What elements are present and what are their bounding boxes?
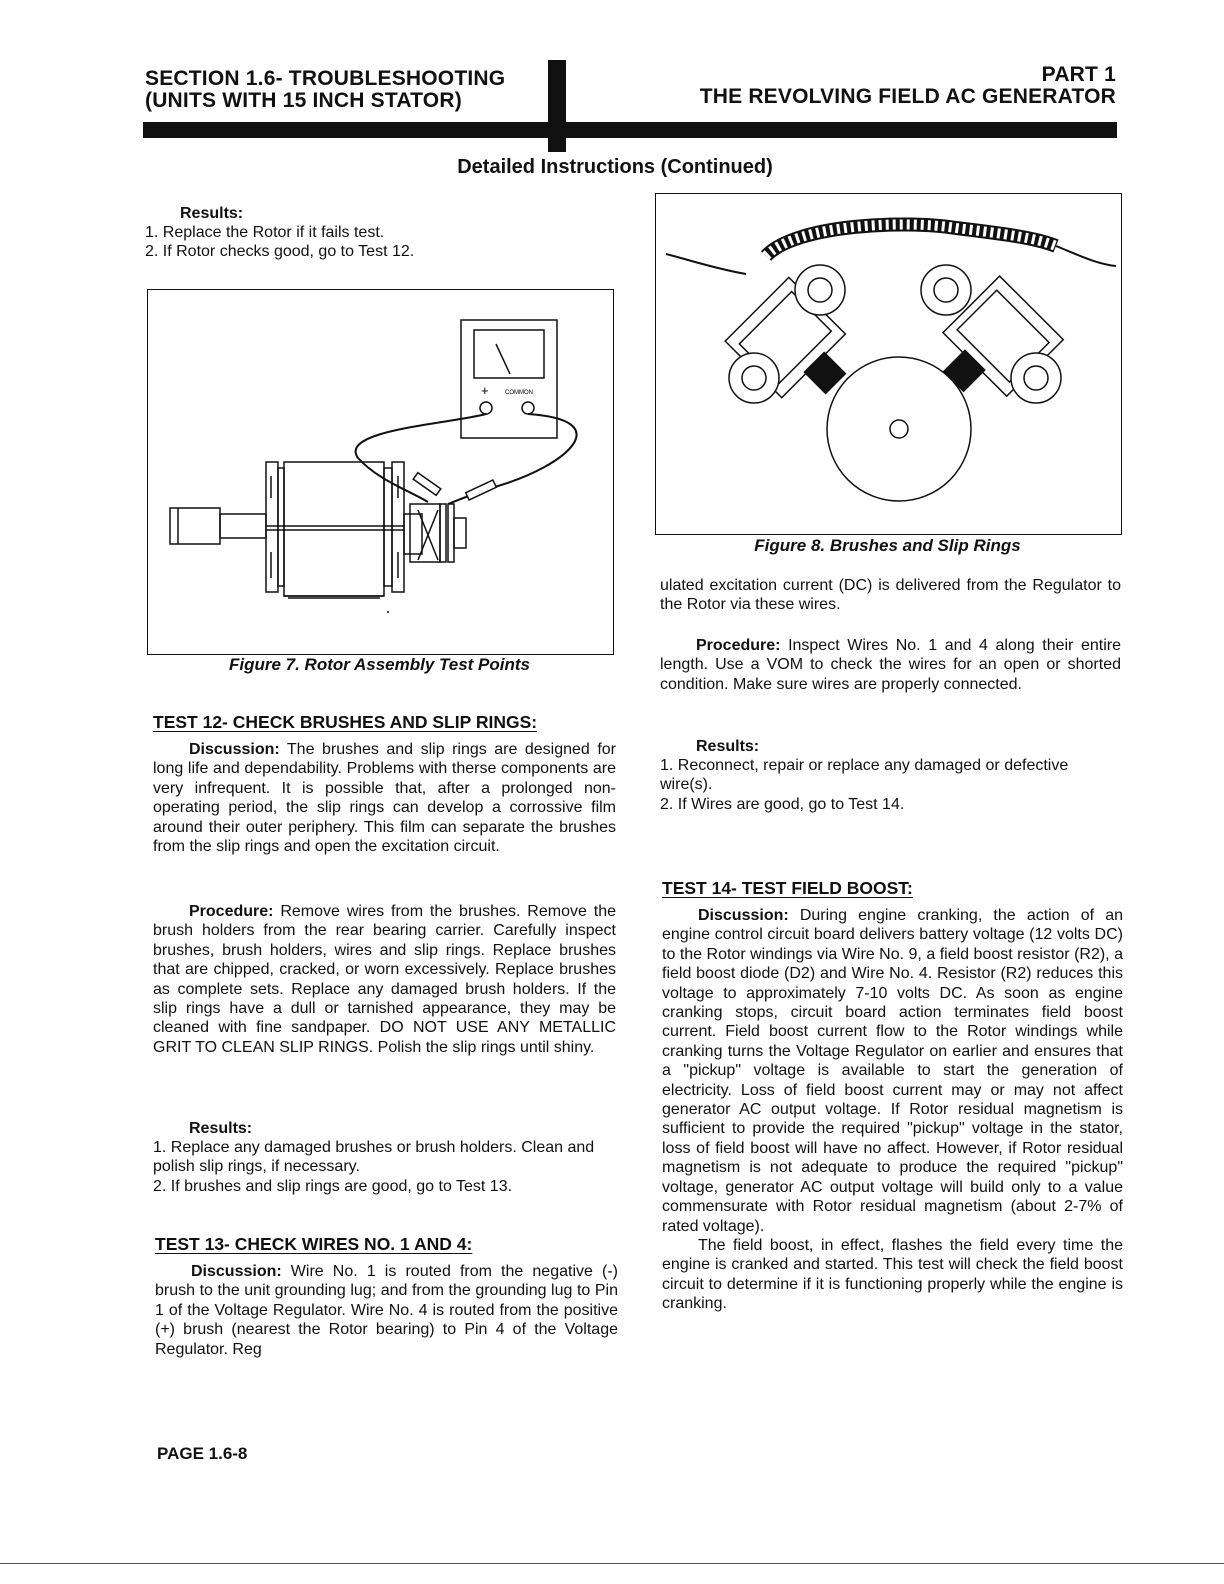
discussion-text: The brushes and slip rings are designed for long life and dependability. Problems with therse components are very infrequent. It is possible that, after a prolonged non-operating period, the slip rings can develop a corrossive film around their outer periphery. This film can separate the brushes from the slip rings and open the excitation circuit.	[153, 741, 616, 856]
rotor-assembly-diagram	[148, 290, 613, 654]
test-13-continued-text: ulated excitation current (DC) is delivered from the Regulator to the Rotor via these wires.	[660, 577, 1121, 614]
test-14-heading: TEST 14- TEST FIELD BOOST:	[662, 878, 913, 898]
test-12-discussion	[153, 740, 616, 856]
figure-7-caption: Figure 7. Rotor Assembly Test Points	[228, 655, 531, 674]
meter-common-label: COMMON	[505, 390, 533, 396]
meter-plus-label: +	[481, 383, 489, 398]
slip-rings	[404, 504, 466, 562]
test-14-paragraph-2: The field boost, in effect, flashes the field every time the engine is cranked and started. This test will check the field boost circuit to determine if it is functioning properly while the engine is cranking.	[662, 1236, 1123, 1313]
header-rule	[143, 122, 1117, 138]
wire-end-right	[1056, 246, 1116, 266]
results-label: Results:	[180, 205, 244, 222]
figure-8-caption: Figure 8. Brushes and Slip Rings	[754, 536, 1021, 555]
results-block-1	[145, 205, 615, 262]
footer-rule	[0, 1563, 1224, 1564]
probe-2	[466, 480, 497, 500]
results-item-1: 1. Replace any damaged brushes or brush holders. Clean and polish slip rings, if necessary.	[153, 1139, 595, 1176]
shaft-hole	[890, 420, 908, 438]
voltmeter-icon	[461, 320, 557, 438]
figure-7-box	[147, 289, 614, 655]
brushes-slip-rings-diagram	[656, 194, 1121, 534]
diagram-dot	[387, 611, 389, 613]
procedure-text: Remove wires from the brushes. Remove the brush holders from the rear bearing carrier. Carefully inspect brushes, brush holders, wires and slip rings. Replace brushes that are chipped, cracked, or worn excessively. Replace brushes as complete sets. Replace any damaged brush holders. If the slip rings have a dull or tarnished appearance, they may be cleaned with fine sandpaper. DO NOT USE ANY METALLIC GRIT TO CLEAN SLIP RINGS. Polish the slip rings until shiny.	[153, 903, 616, 1056]
probe-1	[413, 473, 441, 496]
test-13-results	[660, 738, 1121, 814]
results-item-1: 1. Replace the Rotor if it fails test.	[145, 224, 385, 241]
test-13-procedure	[660, 636, 1121, 694]
test-13-continued	[660, 576, 1121, 615]
figure-8-box	[655, 193, 1122, 535]
test-12-procedure	[153, 902, 616, 1057]
rotor-shaft	[170, 508, 266, 544]
header-divider-vertical	[548, 60, 566, 152]
discussion-label: Discussion:	[189, 741, 280, 758]
procedure-label: Procedure:	[696, 637, 781, 654]
part-title-line2: THE REVOLVING FIELD AC GENERATOR	[699, 85, 1116, 108]
results-item-1: 1. Reconnect, repair or replace any damaged or defective wire(s).	[660, 757, 1069, 794]
part-title-line1: PART 1	[1041, 63, 1116, 86]
results-label: Results:	[696, 738, 760, 755]
test-13-discussion	[155, 1262, 618, 1359]
page-title: Detailed Instructions (Continued)	[457, 156, 773, 178]
test-12-results	[153, 1120, 616, 1196]
section-title-line1: SECTION 1.6- TROUBLESHOOTING	[145, 67, 506, 90]
rotor-body	[266, 462, 404, 598]
discussion-text: During engine cranking, the action of an engine control circuit board delivers battery voltage (12 volts DC) to the Rotor windings via Wire No. 9, a field boost resistor (R2), a field boost diode (D2) and Wire No. 4. Resistor (R2) reduces this voltage to approximately 7-10 volts DC. As soon as engine cranking stops, circuit board action terminates field boost current. Field boost current flow to the Rotor windings while cranking turns the Voltage Regulator on earlier and ensures that a "pickup" voltage is available to start the generation of electricity. Loss of field boost current may or may not affect generator AC output voltage. If Rotor residual magnetism is sufficient to provide the required "pickup" voltage in the stator, loss of field boost will have no affect. However, if Rotor residual magnetism is not adequate to produce the required "pickup" voltage, generator AC output voltage will build only to a value commensurate with Rotor residual magnetism (about 2-7% of rated voltage).	[662, 907, 1123, 1235]
test-lead-positive	[356, 414, 486, 502]
results-item-2: 2. If Wires are good, go to Test 14.	[660, 795, 905, 813]
results-item-2: 2. If Rotor checks good, go to Test 12.	[145, 243, 415, 261]
discussion-text: Wire No. 1 is routed from the negative (-) brush to the unit grounding lug; and from the grounding lug to Pin 1 of the Voltage Regulator. Wire No. 4 is routed from the positive (+) brush (nearest the Rotor bearing) to Pin 4 of the Voltage Regulator. Reg	[155, 1263, 618, 1358]
procedure-text: Inspect Wires No. 1 and 4 along their entire length. Use a VOM to check the wires for an open or shorted condition. Make sure wires are properly connected.	[660, 637, 1121, 693]
test-12-heading: TEST 12- CHECK BRUSHES AND SLIP RINGS:	[153, 712, 538, 732]
test-13-heading: TEST 13- CHECK WIRES NO. 1 AND 4:	[155, 1234, 473, 1254]
test-14-discussion	[662, 906, 1123, 1314]
discussion-label: Discussion:	[191, 1263, 282, 1280]
procedure-label: Procedure:	[189, 903, 274, 920]
discussion-label: Discussion:	[698, 907, 789, 924]
page-number: PAGE 1.6-8	[157, 1444, 248, 1463]
section-title	[145, 68, 545, 112]
section-title-line2: (UNITS WITH 15 INCH STATOR)	[145, 89, 462, 112]
wire-end-left	[666, 254, 746, 274]
part-title	[600, 64, 1116, 108]
results-label: Results:	[189, 1120, 253, 1137]
results-item-2: 2. If brushes and slip rings are good, go to Test 13.	[153, 1177, 513, 1195]
